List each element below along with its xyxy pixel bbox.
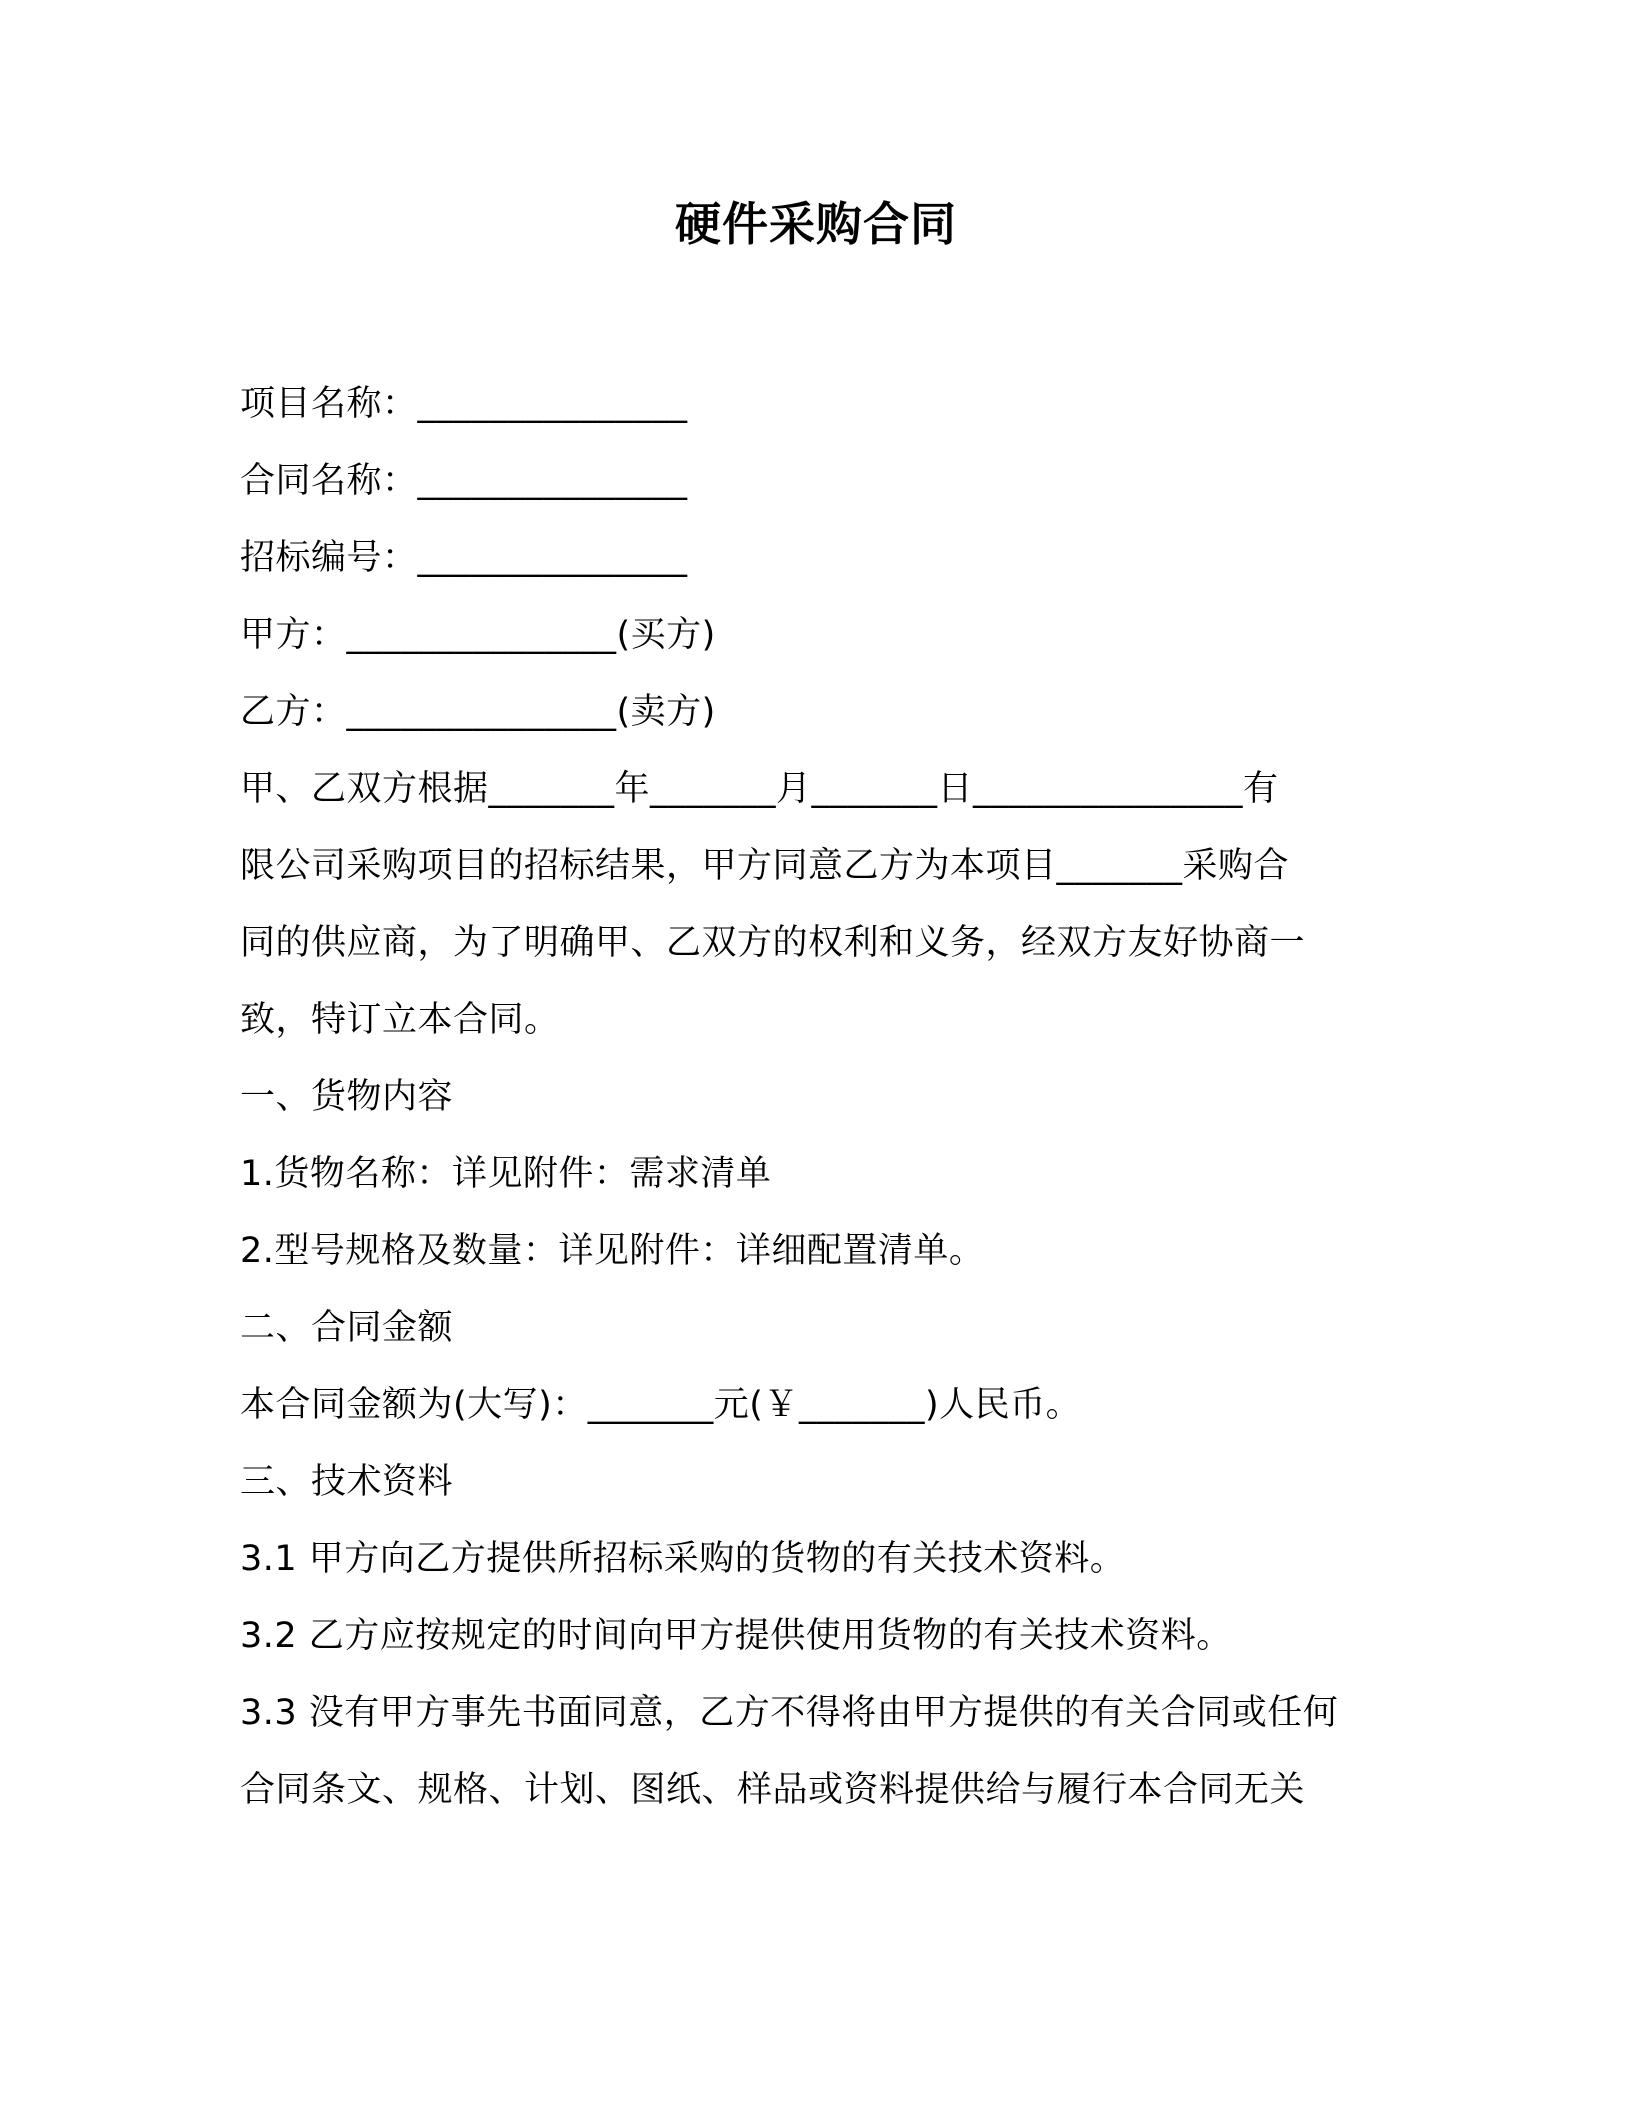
clause-3-3-line-2: 合同条文、规格、计划、图纸、样品或资料提供给与履行本合同无关 (240, 1770, 1306, 1810)
clause-3-3-line-1: 3.3 没有甲方事先书面同意，乙方不得将由甲方提供的有关合同或任何 (240, 1693, 1339, 1733)
preamble-line-1: 甲、乙双方根据_______年_______月_______日_______________有 (240, 769, 1279, 809)
document-title: 硬件采购合同 (675, 197, 957, 251)
section-heading-goods: 一、货物内容 (240, 1077, 454, 1117)
clause-3-1: 3.1 甲方向乙方提供所招标采购的货物的有关技术资料。 (240, 1539, 1126, 1579)
field-project-name: 项目名称：_______________ (240, 384, 688, 424)
field-party-a: 甲方：_______________(买方) (240, 615, 716, 655)
clause-3-2: 3.2 乙方应按规定的时间向甲方提供使用货物的有关技术资料。 (240, 1616, 1232, 1656)
preamble-line-3: 同的供应商，为了明确甲、乙双方的权利和义务，经双方友好协商一 (240, 923, 1306, 963)
preamble-line-4: 致，特订立本合同。 (240, 1000, 560, 1040)
field-tender-number: 招标编号：_______________ (240, 538, 688, 578)
field-contract-name: 合同名称：_______________ (240, 461, 688, 501)
field-party-b: 乙方：_______________(卖方) (240, 692, 716, 732)
section-heading-tech: 三、技术资料 (240, 1462, 454, 1502)
document-body (240, 366, 1380, 1829)
clause-goods-spec: 2.型号规格及数量：详见附件：详细配置清单。 (240, 1231, 985, 1271)
clause-goods-name: 1.货物名称：详见附件：需求清单 (240, 1154, 772, 1194)
clause-amount: 本合同金额为(大写)：_______元(￥_______)人民币。 (240, 1385, 1082, 1425)
preamble-line-2: 限公司采购项目的招标结果，甲方同意乙方为本项目_______采购合 (240, 846, 1290, 886)
section-heading-amount: 二、合同金额 (240, 1308, 454, 1348)
